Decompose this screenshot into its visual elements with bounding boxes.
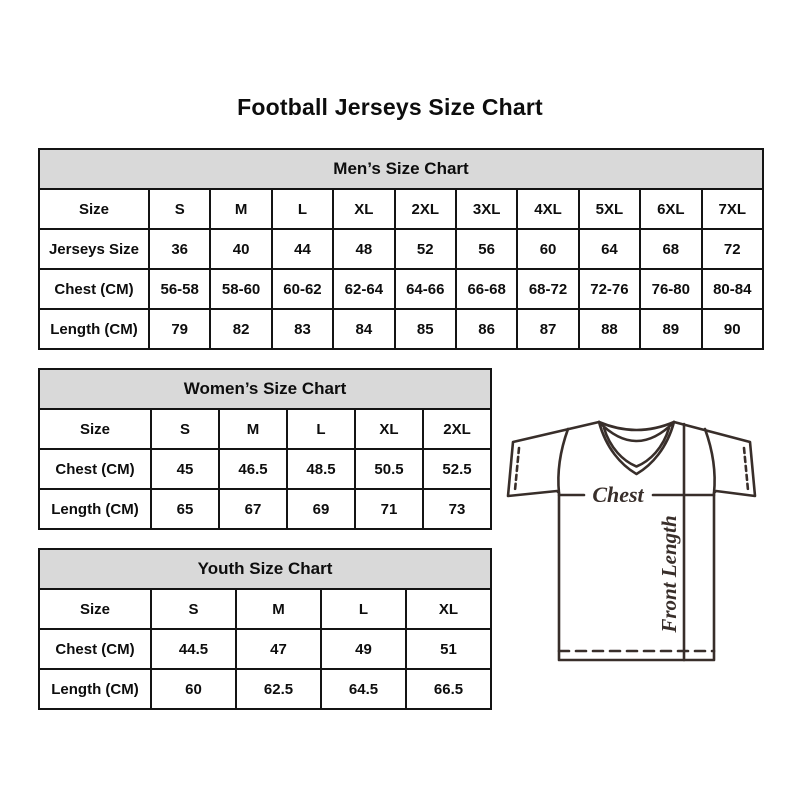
table-row bbox=[39, 489, 491, 529]
collar-back-line bbox=[599, 422, 674, 430]
row-header-cell: Chest (CM) bbox=[39, 269, 149, 309]
row-header-cell: Length (CM) bbox=[39, 669, 151, 709]
value-cell: 6XL bbox=[640, 189, 701, 229]
value-cell: 5XL bbox=[579, 189, 640, 229]
value-cell: 80-84 bbox=[702, 269, 763, 309]
table-header-row bbox=[39, 149, 763, 189]
mens-table-title: Men’s Size Chart bbox=[39, 149, 763, 189]
value-cell: 64-66 bbox=[395, 269, 456, 309]
mens-size-table bbox=[38, 148, 764, 350]
value-cell: 66.5 bbox=[406, 669, 491, 709]
value-cell: XL bbox=[406, 589, 491, 629]
value-cell: 86 bbox=[456, 309, 517, 349]
value-cell: 72 bbox=[702, 229, 763, 269]
value-cell: 60 bbox=[151, 669, 236, 709]
value-cell: 89 bbox=[640, 309, 701, 349]
value-cell: 90 bbox=[702, 309, 763, 349]
value-cell: 44.5 bbox=[151, 629, 236, 669]
table-row bbox=[39, 189, 763, 229]
value-cell: 50.5 bbox=[355, 449, 423, 489]
value-cell: 76-80 bbox=[640, 269, 701, 309]
value-cell: 62-64 bbox=[333, 269, 394, 309]
value-cell: 60 bbox=[517, 229, 578, 269]
value-cell: 45 bbox=[151, 449, 219, 489]
value-cell: 84 bbox=[333, 309, 394, 349]
row-header-cell: Length (CM) bbox=[39, 489, 151, 529]
value-cell: 51 bbox=[406, 629, 491, 669]
value-cell: 79 bbox=[149, 309, 210, 349]
value-cell: 82 bbox=[210, 309, 271, 349]
table-row bbox=[39, 269, 763, 309]
value-cell: 46.5 bbox=[219, 449, 287, 489]
value-cell: 85 bbox=[395, 309, 456, 349]
value-cell: S bbox=[151, 409, 219, 449]
table-row bbox=[39, 629, 491, 669]
value-cell: 2XL bbox=[423, 409, 491, 449]
value-cell: 69 bbox=[287, 489, 355, 529]
value-cell: 7XL bbox=[702, 189, 763, 229]
value-cell: 52.5 bbox=[423, 449, 491, 489]
value-cell: M bbox=[210, 189, 271, 229]
value-cell: XL bbox=[333, 189, 394, 229]
value-cell: L bbox=[287, 409, 355, 449]
value-cell: S bbox=[151, 589, 236, 629]
value-cell: 52 bbox=[395, 229, 456, 269]
mens-table-body bbox=[39, 189, 763, 349]
front-length-measure-label: Front Length bbox=[657, 515, 681, 633]
value-cell: L bbox=[272, 189, 333, 229]
value-cell: 56 bbox=[456, 229, 517, 269]
value-cell: 47 bbox=[236, 629, 321, 669]
value-cell: XL bbox=[355, 409, 423, 449]
right-armhole-seam bbox=[705, 429, 715, 493]
youth-size-table bbox=[38, 548, 492, 710]
value-cell: 72-76 bbox=[579, 269, 640, 309]
value-cell: 73 bbox=[423, 489, 491, 529]
youth-table-body bbox=[39, 589, 491, 709]
row-header-cell: Chest (CM) bbox=[39, 449, 151, 489]
value-cell: 44 bbox=[272, 229, 333, 269]
table-header-row bbox=[39, 369, 491, 409]
value-cell: 2XL bbox=[395, 189, 456, 229]
left-armhole-seam bbox=[558, 429, 568, 493]
value-cell: 62.5 bbox=[236, 669, 321, 709]
chest-measure-label: Chest bbox=[592, 482, 644, 507]
womens-table-body bbox=[39, 409, 491, 529]
table-row bbox=[39, 309, 763, 349]
value-cell: 68 bbox=[640, 229, 701, 269]
value-cell: 3XL bbox=[456, 189, 517, 229]
table-header-row bbox=[39, 549, 491, 589]
row-header-cell: Size bbox=[39, 589, 151, 629]
value-cell: 71 bbox=[355, 489, 423, 529]
value-cell: 65 bbox=[151, 489, 219, 529]
value-cell: 49 bbox=[321, 629, 406, 669]
row-header-cell: Chest (CM) bbox=[39, 629, 151, 669]
value-cell: 60-62 bbox=[272, 269, 333, 309]
table-row bbox=[39, 449, 491, 489]
row-header-cell: Length (CM) bbox=[39, 309, 149, 349]
value-cell: L bbox=[321, 589, 406, 629]
row-header-cell: Jerseys Size bbox=[39, 229, 149, 269]
table-row bbox=[39, 229, 763, 269]
jersey-measurement-diagram bbox=[504, 402, 778, 676]
value-cell: 48.5 bbox=[287, 449, 355, 489]
value-cell: 66-68 bbox=[456, 269, 517, 309]
value-cell: 4XL bbox=[517, 189, 578, 229]
value-cell: 83 bbox=[272, 309, 333, 349]
right-sleeve-stitch-line bbox=[744, 448, 748, 490]
value-cell: 87 bbox=[517, 309, 578, 349]
value-cell: 40 bbox=[210, 229, 271, 269]
value-cell: 68-72 bbox=[517, 269, 578, 309]
table-row bbox=[39, 409, 491, 449]
value-cell: S bbox=[149, 189, 210, 229]
table-row bbox=[39, 669, 491, 709]
row-header-cell: Size bbox=[39, 189, 149, 229]
value-cell: 58-60 bbox=[210, 269, 271, 309]
value-cell: 48 bbox=[333, 229, 394, 269]
value-cell: 56-58 bbox=[149, 269, 210, 309]
value-cell: M bbox=[219, 409, 287, 449]
womens-table-title: Women’s Size Chart bbox=[39, 369, 491, 409]
row-header-cell: Size bbox=[39, 409, 151, 449]
value-cell: 67 bbox=[219, 489, 287, 529]
value-cell: 36 bbox=[149, 229, 210, 269]
left-sleeve-stitch-line bbox=[515, 448, 519, 490]
value-cell: M bbox=[236, 589, 321, 629]
youth-table-title: Youth Size Chart bbox=[39, 549, 491, 589]
value-cell: 64 bbox=[579, 229, 640, 269]
womens-size-table bbox=[38, 368, 492, 530]
value-cell: 64.5 bbox=[321, 669, 406, 709]
page-title: Football Jerseys Size Chart bbox=[237, 94, 543, 120]
table-row bbox=[39, 589, 491, 629]
jersey-outline bbox=[508, 422, 755, 660]
value-cell: 88 bbox=[579, 309, 640, 349]
